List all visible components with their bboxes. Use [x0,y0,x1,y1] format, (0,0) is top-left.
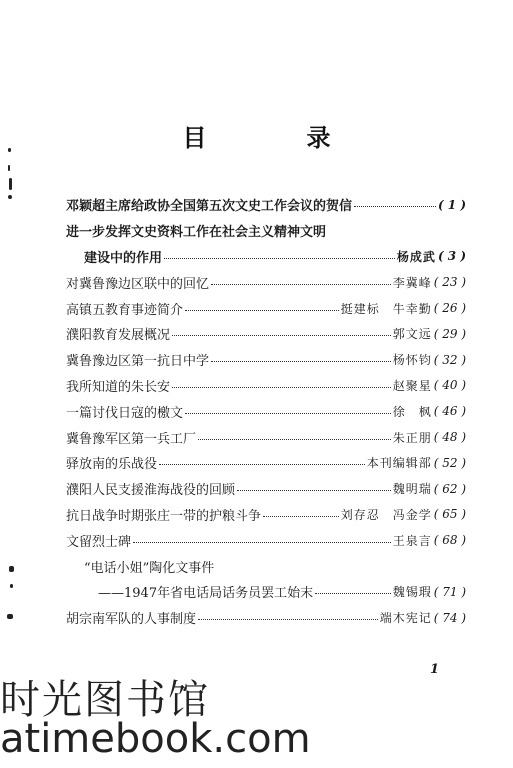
toc-entry [66,424,466,450]
toc-entry [66,605,466,631]
toc-entry-title: 邓颖超主席给政协全国第五次文史工作会议的贺信 [66,199,353,215]
toc-entry [66,502,466,528]
toc-entry-page: ( 32 ) [433,352,466,367]
toc-entry-title: 驿放南的乐战役 [66,457,158,473]
toc-entry-title: 胡宗南军队的人事制度 [66,612,197,628]
dot-leader [198,439,391,440]
toc-entry-author: 杨怀钧 [392,353,432,368]
toc-entry-author: 赵聚星 [392,378,432,393]
margin-mark [7,614,13,619]
dot-leader [133,542,391,543]
dot-leader [185,310,339,311]
page-title: 目 录 [182,123,369,152]
margin-mark [8,195,12,199]
toc-entry-title: 文留烈士碑 [66,534,132,550]
toc-entry-page: ( 1 ) [437,197,466,212]
toc-entry [66,192,466,218]
toc-entry-page: ( 23 ) [433,275,466,290]
watermark-title: 时光图书馆 [0,677,210,723]
toc-entry [66,218,466,244]
dot-leader [164,258,395,259]
margin-mark [8,165,10,171]
margin-mark [8,148,11,152]
toc-entry [66,476,466,502]
toc-entry [66,450,466,476]
toc-entry-page: ( 71 ) [433,584,466,599]
toc-entry-author: 杨成武 [396,249,436,264]
dot-leader [198,619,378,620]
toc-entry-page: ( 68 ) [433,533,466,548]
toc-entry-author: 魏明瑞 [392,482,432,497]
toc-entry [66,579,466,605]
toc-entry-author: 李冀峰 [392,275,432,290]
toc-entry-title: 对冀鲁豫边区联中的回忆 [66,276,210,292]
toc-entry [66,244,466,270]
toc-entry-page: ( 74 ) [433,610,466,625]
toc-entry [66,295,466,321]
toc-entry-author: 郭文远 [392,327,432,342]
toc-entry-page: ( 46 ) [433,404,466,419]
toc-entry-page: ( 29 ) [433,326,466,341]
toc-entry-title: 进一步发挥文史资料工作在社会主义精神文明 [66,225,327,241]
toc-entry-page: ( 3 ) [437,249,466,264]
toc-entry-title: 建设中的作用 [84,250,163,266]
toc-entry-page: ( 26 ) [433,301,466,316]
dot-leader [211,361,391,362]
toc-entry-page: ( 65 ) [433,507,466,522]
toc-entry-title: 抗日战争时期张庄一带的护粮斗争 [66,508,262,524]
dot-leader [185,413,391,414]
toc-entry [66,398,466,424]
dot-leader [172,335,391,336]
toc-entry-title: 高镇五教育事迹简介 [66,302,184,318]
toc-entry-title: 冀鲁豫军区第一兵工厂 [66,431,197,447]
toc-entry [66,269,466,295]
toc-entry-page: ( 40 ) [433,378,466,393]
toc-entry [66,321,466,347]
page-number: 1 [430,662,440,677]
toc-entry-title: 濮阳人民支援淮海战役的回顾 [66,483,236,499]
toc-entry [66,373,466,399]
margin-mark [10,584,13,588]
toc-entry-page: ( 62 ) [433,481,466,496]
toc-entry-author: 王泉言 [392,533,432,548]
toc-entry-title: 我所知道的朱长安 [66,379,171,395]
toc-entry-author: 魏锡瑕 [392,585,432,600]
toc-entry-author: 朱正朋 [392,430,432,445]
table-of-contents [66,192,466,631]
dot-leader [263,516,339,517]
toc-entry-title: 濮阳教育发展概况 [66,328,171,344]
margin-mark [9,566,14,572]
toc-entry-title: 冀鲁豫边区第一抗日中学 [66,354,210,370]
toc-entry-author: 端木宪记 [379,611,432,626]
dot-leader [159,464,365,465]
dot-leader [354,206,436,207]
toc-entry-author: 徐 枫 [392,404,432,419]
toc-entry [66,527,466,553]
toc-entry-page: ( 52 ) [433,455,466,470]
toc-entry-title: ——1947年省电话局话务员罢工始末 [98,586,314,602]
toc-entry-title: “电话小姐”陶化文事件 [84,560,215,576]
toc-entry-author: 本刊编辑部 [366,456,432,471]
toc-entry-author: 挺建标 牛幸勤 [340,301,432,316]
watermark-url: atimebook.com [0,716,311,762]
toc-entry-page: ( 48 ) [433,430,466,445]
dot-leader [172,387,391,388]
toc-entry [66,347,466,373]
dot-leader [211,284,391,285]
margin-mark [9,178,12,190]
toc-entry-title: 一篇讨伐日寇的檄文 [66,405,184,421]
toc-entry-author: 刘存忍 冯金学 [340,507,432,522]
dot-leader [237,490,391,491]
toc-entry [66,553,466,579]
dot-leader [315,593,391,594]
